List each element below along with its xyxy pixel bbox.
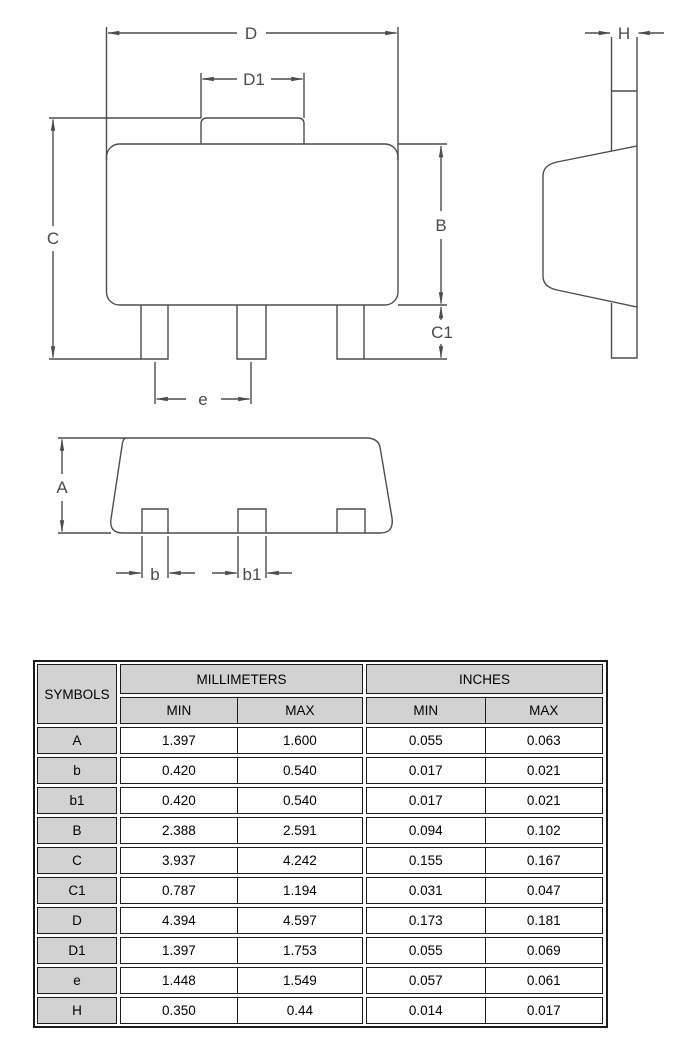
mm-minmax-row: [120, 697, 363, 724]
mm-max-value: 0.540: [237, 788, 362, 813]
in-max-value: 0.063: [485, 728, 603, 753]
inches-header-cell: INCHES: [366, 664, 603, 694]
in-max-value: 0.069: [485, 938, 603, 963]
millimeters-header-cell: MILLIMETERS: [120, 664, 363, 694]
mm-max-header-cell: MAX: [237, 698, 362, 723]
mm-min-value: 3.937: [161, 853, 196, 868]
dim-label-H: H: [617, 24, 631, 43]
table-row: [37, 997, 604, 1024]
dim-label-B: B: [435, 216, 447, 235]
bottom-view: [56, 438, 392, 584]
symbol-cell: b1: [37, 787, 117, 814]
front-lead-2: [237, 305, 266, 359]
in-min-value: 0.155: [408, 853, 443, 868]
inches-section-header: [366, 664, 603, 724]
in-max-value: 0.021: [485, 758, 603, 783]
side-body: [543, 146, 637, 307]
dim-label-D1: D1: [243, 70, 265, 89]
in-min-value: 0.094: [408, 823, 443, 838]
table-row: [37, 787, 604, 814]
mm-min-value: 0.420: [161, 763, 196, 778]
table-row: [37, 727, 604, 754]
in-min-value: 0.055: [408, 733, 443, 748]
front-lead-3: [337, 305, 364, 359]
symbol-cell: D1: [37, 937, 117, 964]
front-tab: [201, 118, 304, 144]
in-minmax-row: [366, 697, 603, 724]
mm-min-value: 1.397: [161, 943, 196, 958]
mm-max-value: 0.44: [237, 998, 362, 1023]
in-max-value: 0.047: [485, 878, 603, 903]
dim-label-b1: b1: [242, 565, 262, 584]
in-max-value: 0.021: [485, 788, 603, 813]
symbol-cell: A: [37, 727, 117, 754]
dim-label-C1: C1: [431, 323, 453, 342]
table-row: [37, 817, 604, 844]
mm-min-value: 0.787: [161, 883, 196, 898]
side-view: [543, 24, 664, 358]
mm-min-value: 0.420: [161, 793, 196, 808]
table-row: [37, 907, 604, 934]
in-min-value: 0.031: [408, 883, 443, 898]
table-header: [37, 664, 604, 724]
mm-max-value: 4.597: [237, 908, 362, 933]
in-max-value: 0.181: [485, 908, 603, 933]
side-strip: [612, 91, 638, 358]
dimension-table: [33, 660, 608, 1028]
mm-min-header-cell: MIN: [166, 703, 192, 718]
dim-label-D: D: [244, 24, 258, 43]
in-min-value: 0.014: [408, 1003, 443, 1018]
mm-min-value: 1.397: [161, 733, 196, 748]
dim-label-C: C: [46, 229, 60, 248]
symbol-cell: H: [37, 997, 117, 1024]
table-row: [37, 937, 604, 964]
bottom-lead-3: [337, 509, 365, 533]
in-min-value: 0.173: [408, 913, 443, 928]
dim-label-A: A: [56, 478, 68, 497]
table-row: [37, 847, 604, 874]
mm-min-value: 0.350: [161, 1003, 196, 1018]
in-max-value: 0.061: [485, 968, 603, 993]
symbol-cell: e: [37, 967, 117, 994]
in-min-value: 0.017: [408, 793, 443, 808]
mm-max-value: 1.600: [237, 728, 362, 753]
mm-min-value: 2.388: [161, 823, 196, 838]
mm-max-value: 1.549: [237, 968, 362, 993]
mm-min-value: 1.448: [161, 973, 196, 988]
dim-label-e: e: [198, 390, 208, 409]
bottom-lead-2: [238, 509, 266, 533]
millimeters-section-header: [120, 664, 363, 724]
bottom-lead-1: [142, 509, 168, 533]
front-lead-1: [141, 305, 168, 359]
symbol-cell: B: [37, 817, 117, 844]
in-min-value: 0.017: [408, 763, 443, 778]
mm-max-value: 4.242: [237, 848, 362, 873]
in-max-value: 0.017: [485, 998, 603, 1023]
in-min-header-cell: MIN: [413, 703, 439, 718]
bottom-body: [111, 438, 393, 533]
dim-label-b: b: [150, 565, 160, 584]
symbol-cell: D: [37, 907, 117, 934]
mm-max-value: 1.753: [237, 938, 362, 963]
mm-max-value: 2.591: [237, 818, 362, 843]
in-min-value: 0.057: [408, 973, 443, 988]
front-body: [107, 144, 399, 305]
symbol-cell: C: [37, 847, 117, 874]
symbol-cell: C1: [37, 877, 117, 904]
in-max-header-cell: MAX: [485, 698, 603, 723]
in-max-value: 0.167: [485, 848, 603, 873]
table-row: [37, 877, 604, 904]
in-max-value: 0.102: [485, 818, 603, 843]
symbol-cell: b: [37, 757, 117, 784]
mm-min-value: 4.394: [161, 913, 196, 928]
mm-max-value: 1.194: [237, 878, 362, 903]
table-row: [37, 757, 604, 784]
in-min-value: 0.055: [408, 943, 443, 958]
front-view: [47, 24, 453, 409]
table-row: [37, 967, 604, 994]
mm-max-value: 0.540: [237, 758, 362, 783]
symbols-header-cell: SYMBOLS: [37, 664, 117, 724]
